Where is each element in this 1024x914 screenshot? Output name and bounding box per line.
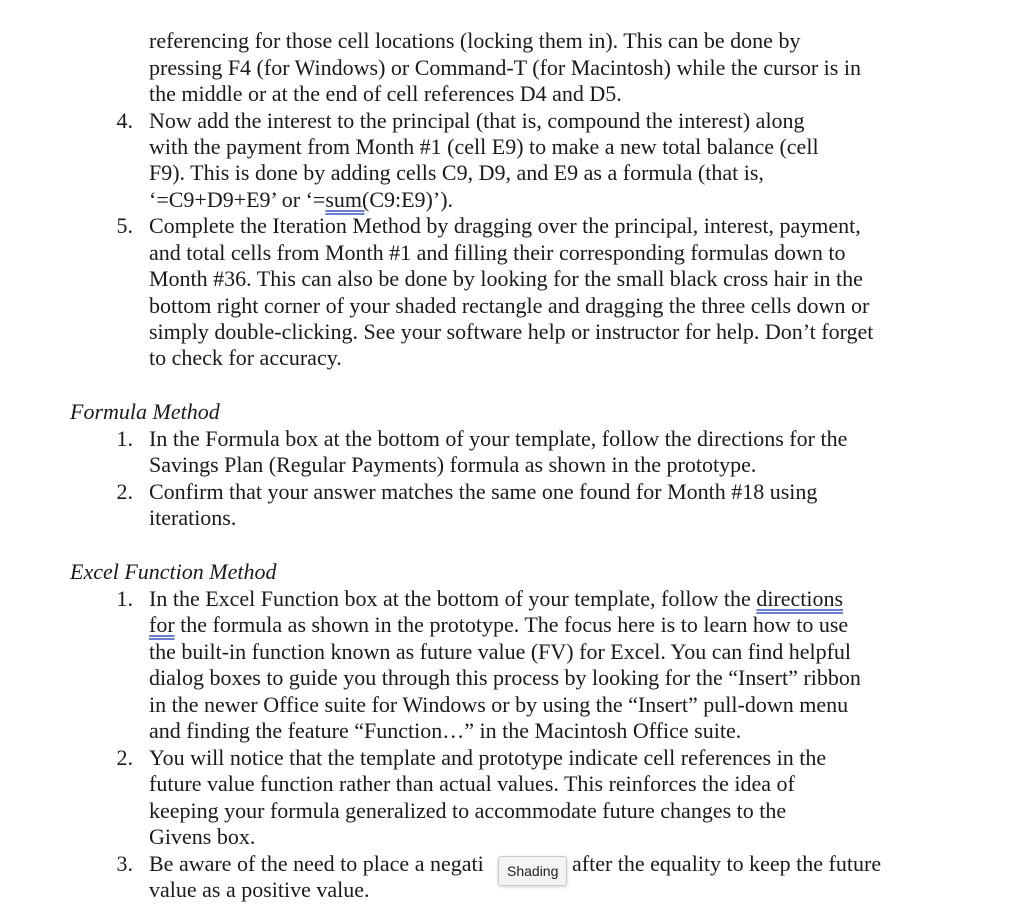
text-line: bottom right corner of your shaded rectangle and dragging the three cells down or [149,293,870,318]
text-line [149,586,843,612]
text-line: the built-in function known as future value (FV) for Excel. You can find helpful [149,639,852,664]
text-line: to check for accuracy. [149,345,342,370]
formula-prefix: ‘=C9+D9+E9’ or ‘= [149,187,326,212]
text-line: F9). This is done by adding cells C9, D9, and E9 as a formula (that is, [149,160,764,185]
text-line: Givens box. [149,824,256,849]
grammar-check-underline[interactable]: directions [756,586,844,611]
text-segment: the formula as shown in the prototype. The focus here is to learn how to use [174,612,849,637]
shading-tooltip: Shading [498,856,567,886]
grammar-check-underline[interactable]: for [149,612,175,637]
text-line: after the equality to keep the future [572,851,882,876]
text-line: the middle or at the end of cell references D4 and D5. [149,81,622,106]
text-line: Savings Plan (Regular Payments) formula as shown in the prototype. [149,452,757,477]
text-line: Now add the interest to the principal (that is, compound the interest) along [149,108,805,133]
formula-line [149,187,453,213]
text-segment: In the Excel Function box at the bottom of your template, follow the [149,586,757,611]
list-number: 1. [116,586,133,611]
list-number: 1. [116,426,133,451]
section-heading-excel-function-method: Excel Function Method [70,559,277,584]
text-line: simply double-clicking. See your software help or instructor for help. Don’t forget [149,319,874,344]
list-number: 2. [116,479,133,504]
list-number: 5. [116,213,133,238]
section-heading-formula-method: Formula Method [70,399,220,424]
text-line: in the newer Office suite for Windows or by using the “Insert” pull-down menu [149,692,849,717]
text-line: Month #36. This can also be done by looking for the small black cross hair in the [149,266,863,291]
spellcheck-underline[interactable]: sum( [325,187,370,212]
text-line: In the Formula box at the bottom of your template, follow the directions for the [149,426,848,451]
text-line [149,612,848,638]
text-line: iterations. [149,505,237,530]
text-line: referencing for those cell locations (locking them in). This can be done by [149,28,801,53]
text-line: keeping your formula generalized to accommodate future changes to the [149,798,787,823]
text-line: value as a positive value. [149,877,370,902]
text-line: with the payment from Month #1 (cell E9) to make a new total balance (cell [149,134,819,159]
text-line: Be aware of the need to place a negati [149,851,484,876]
text-line: and total cells from Month #1 and filling their corresponding formulas down to [149,240,846,265]
text-line: future value function rather than actual values. This reinforces the idea of [149,771,795,796]
list-number: 2. [116,745,133,770]
text-line: and finding the feature “Function…” in the Macintosh Office suite. [149,718,742,743]
text-line: pressing F4 (for Windows) or Command-T (for Macintosh) while the cursor is in [149,55,861,80]
list-number: 4. [116,108,133,133]
text-line: dialog boxes to guide you through this process by looking for the “Insert” ribbon [149,665,861,690]
text-line: You will notice that the template and prototype indicate cell references in the [149,745,827,770]
formula-suffix: C9:E9)’). [369,187,454,212]
text-line: Complete the Iteration Method by dragging over the principal, interest, payment, [149,213,861,238]
text-line: Confirm that your answer matches the same one found for Month #18 using [149,479,818,504]
list-number: 3. [116,851,133,876]
